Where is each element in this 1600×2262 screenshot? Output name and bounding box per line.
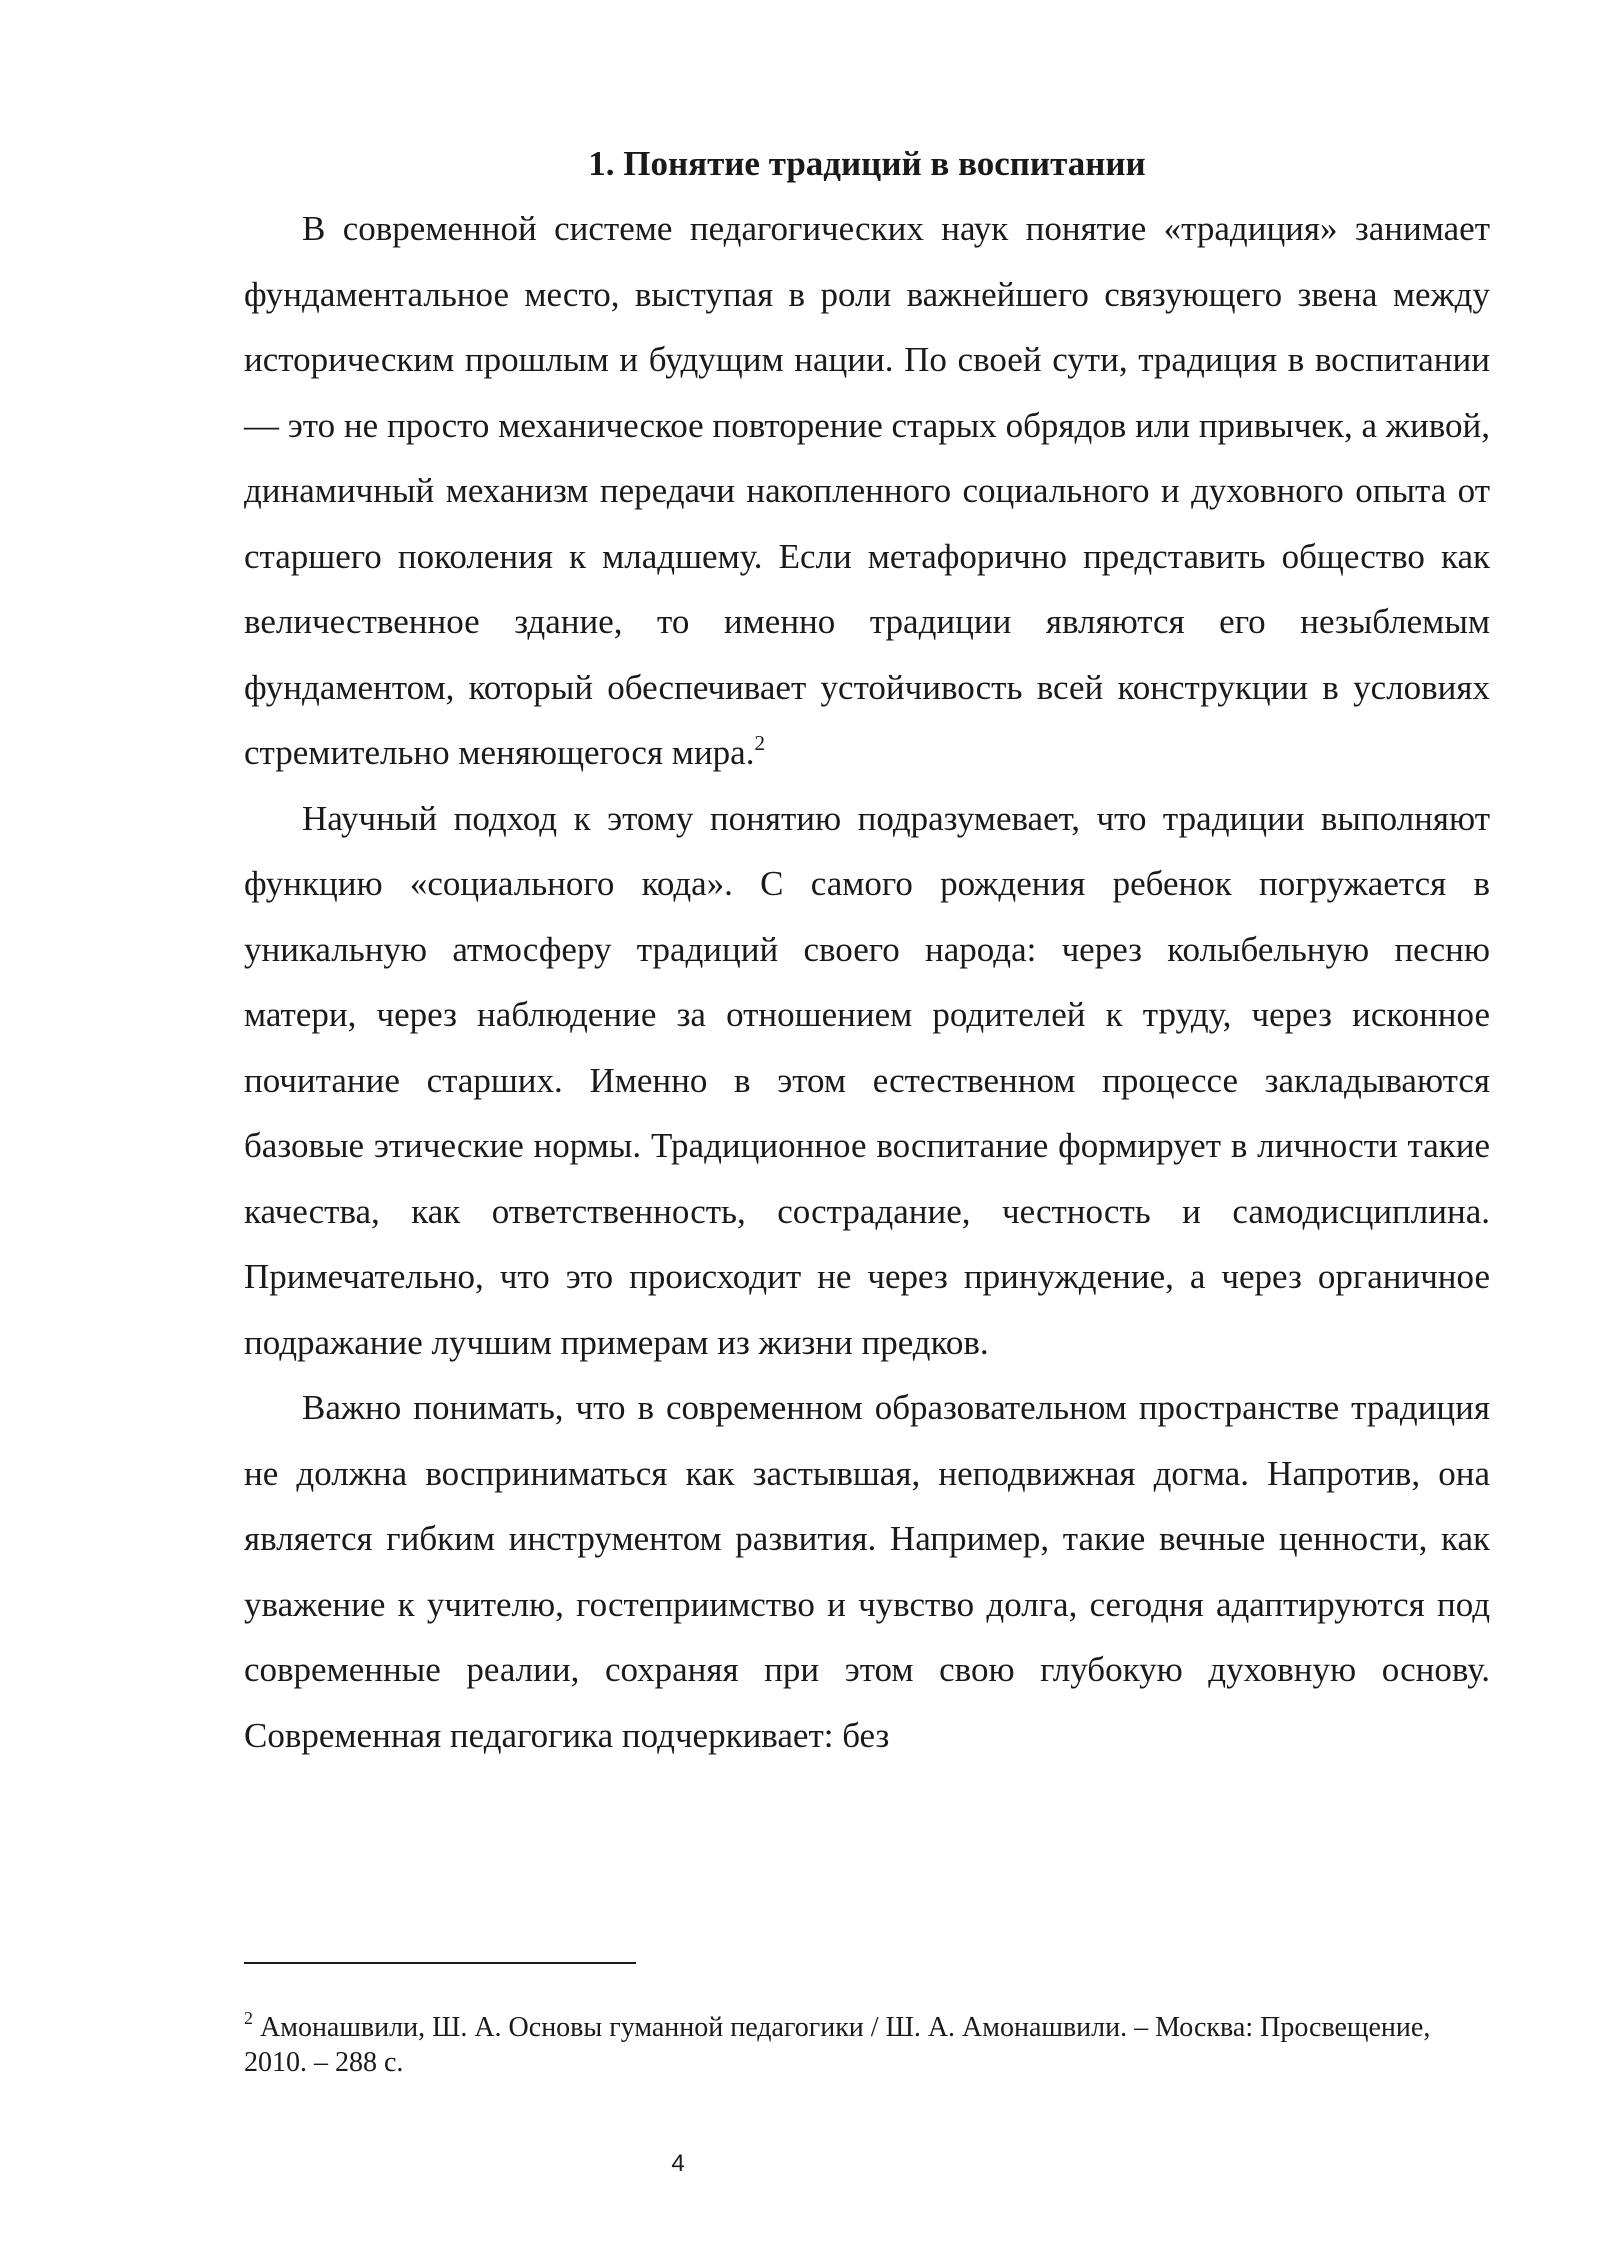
paragraph-1 [244, 196, 1490, 786]
section-heading: 1. Понятие традиций в воспитании [588, 144, 1146, 183]
footnote-reference[interactable]: 2 [754, 731, 765, 755]
page-number: 4 [671, 2150, 685, 2177]
footnote-separator [244, 1962, 636, 1964]
body-text [244, 196, 1490, 1768]
footnote-text: Амонашвили, Ш. А. Основы гуманной педагогики / Ш. А. Амонашвили. – Москва: Просвещение, 2010. – 288 с. [244, 2012, 1431, 2078]
footnote [244, 2010, 1490, 2080]
paragraph-3: Важно понимать, что в современном образовательном пространстве традиция не должна восприниматься как застывшая, неподвижная догма. Напротив, она является гибким инструментом развития. Например, такие вечные ценности, как уважение к учителю, гостеприимство и чувство долга, сегодня адаптируются под современные реалии, сохраняя при этом свою глубокую духовную основу. Современная педагогика подчеркивает: без [244, 1388, 1490, 1755]
paragraph-2: Научный подход к этому понятию подразумевает, что традиции выполняют функцию «социального кода». С самого рождения ребенок погружается в уникальную атмосферу традиций своего народа: через колыбельную песню матери, через наблюдение за отношением родителей к труду, через исконное почитание старших. Именно в этом естественном процессе закладываются базовые этические нормы. Традиционное воспитание формирует в личности такие качества, как ответственность, сострадание, честность и самодисциплина. Примечательно, что это происходит не через принуждение, а через органичное подражание лучшим примерам из жизни предков. [244, 798, 1490, 1362]
paragraph-1-text: В современной системе педагогических наук понятие «традиция» занимает фундаментальное место, выступая в роли важнейшего связующего звена между историческим прошлым и будущим нации. По своей сути, традиция в воспитании — это не просто механическое повторение старых обрядов или привычек, а живой, динамичный механизм передачи накопленного социального и духовного опыта от старшего поколения к младшему. Если метафорично представить общество как величественное здание, то именно традиции являются его незыблемым фундаментом, который обеспечивает устойчивость всей конструкции в условиях стремительно меняющегося мира. [244, 209, 1490, 772]
footnote-number: 2 [244, 2008, 253, 2028]
